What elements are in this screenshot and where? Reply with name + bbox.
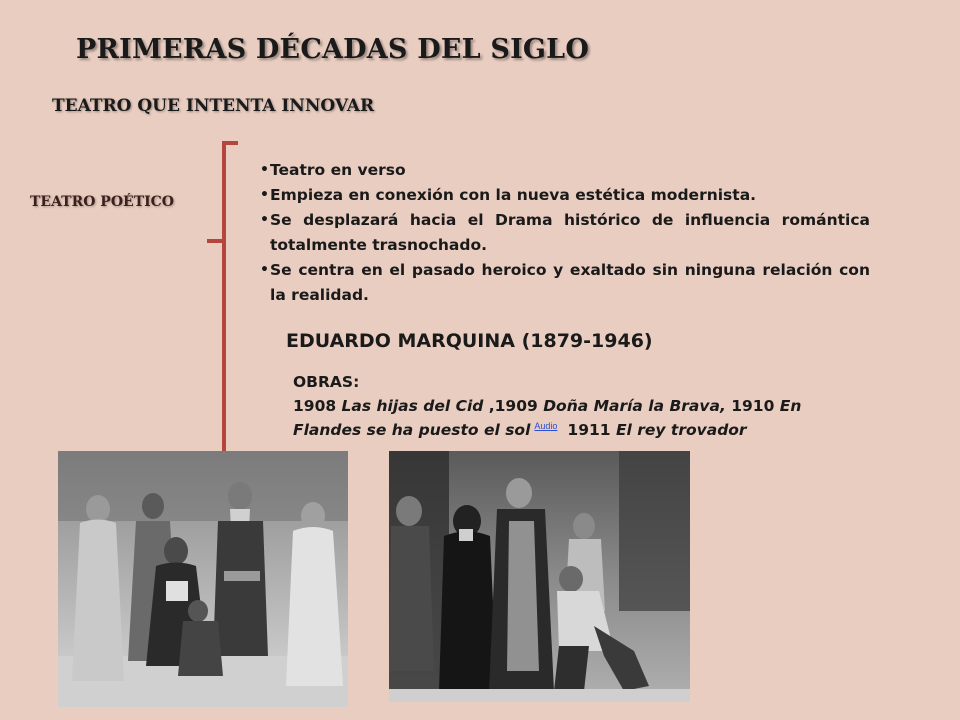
works-label: OBRAS:: [293, 373, 360, 391]
slide-subtitle: TEATRO QUE INTENTA INNOVAR: [52, 96, 375, 116]
bullet-list: [260, 158, 870, 308]
work-year: 1911: [567, 421, 616, 439]
works-block: [293, 370, 863, 442]
bullet-item: • Se desplazará hacia el Drama histórico de influencia romántica totalmente trasnochado.: [260, 208, 870, 258]
bullet-item: • Teatro en verso: [260, 158, 870, 183]
bullet-item: • Empieza en conexión con la nueva estética modernista.: [260, 183, 870, 208]
audio-link[interactable]: Audio: [534, 421, 558, 431]
slide-title: PRIMERAS DÉCADAS DEL SIGLO: [76, 34, 590, 65]
work-title: El rey trovador: [615, 421, 747, 439]
work-title: En Flandes se ha puesto el sol: [293, 397, 802, 439]
work-title: Doña María la Brava,: [543, 397, 726, 415]
side-label-teatro-poetico: TEATRO POÉTICO: [30, 194, 175, 210]
work-year: 1908: [293, 397, 342, 415]
works-list: [293, 394, 863, 442]
work-title: Las hijas del Cid: [341, 397, 484, 415]
work-year: 1910: [725, 397, 780, 415]
author-heading: EDUARDO MARQUINA (1879-1946): [286, 330, 653, 352]
bullet-item: • Se centra en el pasado heroico y exaltado sin ninguna relación con la realidad.: [260, 258, 870, 308]
theatre-photo-2: [389, 451, 690, 702]
theatre-photo-1: [58, 451, 348, 707]
work-year: ,1909: [483, 397, 544, 415]
